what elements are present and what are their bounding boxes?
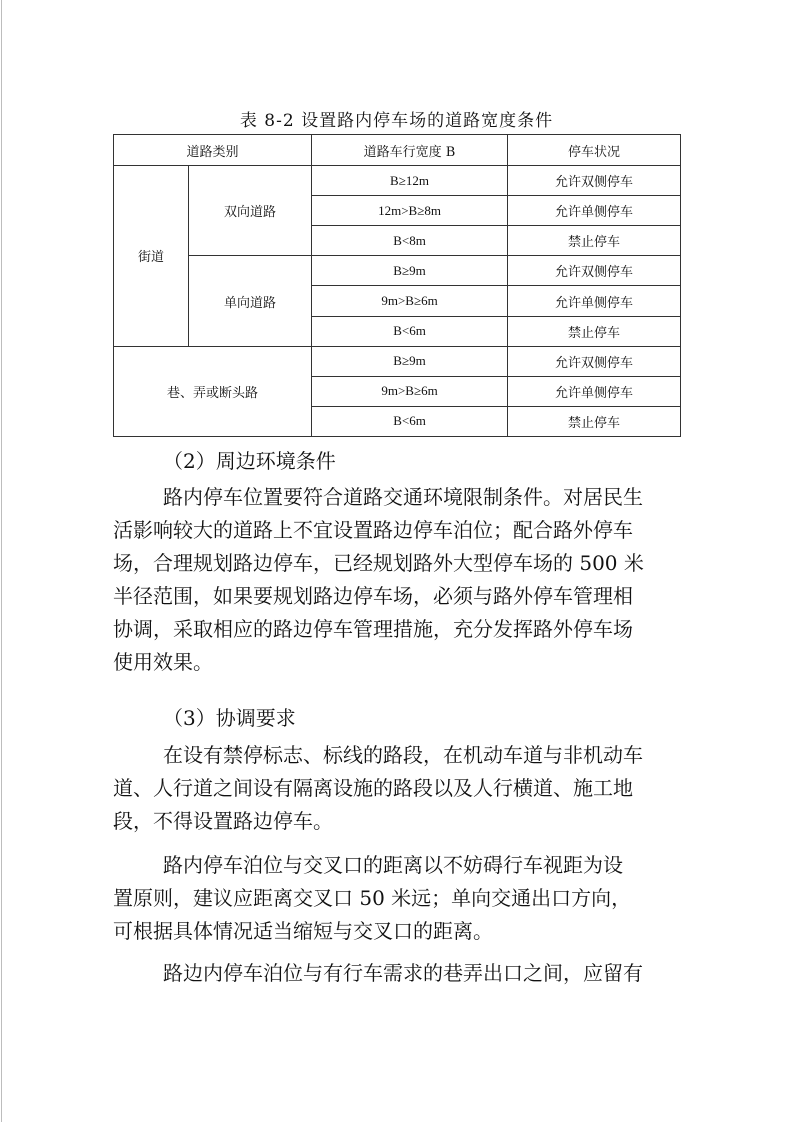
cell-status: 允许单侧停车 xyxy=(508,196,681,226)
text-line: 使用效果。 xyxy=(113,650,213,674)
cell-status: 允许单侧停车 xyxy=(508,286,681,316)
text-line: 路内停车位置要符合道路交通环境限制条件。对居民生 xyxy=(163,485,643,509)
text-line: 活影响较大的道路上不宜设置路边停车泊位；配合路外停车 xyxy=(113,518,633,542)
cell-width: B<6m xyxy=(312,316,508,346)
header-parking-status: 停车状况 xyxy=(508,135,681,166)
cell-status: 禁止停车 xyxy=(508,226,681,256)
cell-status: 允许单侧停车 xyxy=(508,376,681,406)
text-line: 道、人行道之间设有隔离设施的路段以及人行横道、施工地 xyxy=(113,776,633,800)
cell-width: B<6m xyxy=(312,406,508,436)
table-caption: 表 8-2 设置路内停车场的道路宽度条件 xyxy=(239,111,554,131)
table-row xyxy=(114,256,681,286)
cell-two-way-road: 双向道路 xyxy=(189,166,312,256)
table-row xyxy=(114,166,681,196)
text-line: 段，不得设置路边停车。 xyxy=(113,809,333,833)
road-width-table xyxy=(113,134,681,437)
text-line: 路边内停车泊位与有行车需求的巷弄出口之间，应留有 xyxy=(163,961,643,985)
text-line: 路内停车泊位与交叉口的距离以不妨碍行车视距为设 xyxy=(163,853,623,877)
cell-status: 允许双侧停车 xyxy=(508,256,681,286)
text-line: 置原则，建议应距离交叉口 50 米远；单向交通出口方向， xyxy=(113,886,632,910)
text-line: 协调，采取相应的路边停车管理措施，充分发挥路外停车场 xyxy=(113,617,633,641)
cell-width: B≥9m xyxy=(312,256,508,286)
cell-status: 禁止停车 xyxy=(508,406,681,436)
section-3-paragraph-1 xyxy=(113,739,683,838)
text-line: 场，合理规划路边停车，已经规划路外大型停车场的 500 米 xyxy=(113,551,644,575)
text-line: 可根据具体情况适当缩短与交叉口的距离。 xyxy=(113,919,493,943)
section-3-paragraph-3 xyxy=(113,957,683,990)
text-line: 在设有禁停标志、标线的路段，在机动车道与非机动车 xyxy=(163,743,643,767)
cell-width: 12m>B≥8m xyxy=(312,196,508,226)
cell-street: 街道 xyxy=(114,166,189,347)
header-road-category: 道路类别 xyxy=(114,135,312,166)
cell-status: 禁止停车 xyxy=(508,316,681,346)
text-line: 半径范围，如果要规划路边停车场，必须与路外停车管理相 xyxy=(113,584,633,608)
cell-width: B≥9m xyxy=(312,346,508,376)
cell-one-way-road: 单向道路 xyxy=(189,256,312,346)
cell-alley: 巷、弄或断头路 xyxy=(114,346,312,436)
section-2-heading: （2）周边环境条件 xyxy=(163,449,336,473)
section-2-paragraph xyxy=(113,481,683,679)
cell-status: 允许双侧停车 xyxy=(508,346,681,376)
cell-width: 9m>B≥6m xyxy=(312,376,508,406)
cell-status: 允许双侧停车 xyxy=(508,166,681,196)
section-3-paragraph-2 xyxy=(113,849,683,948)
cell-width: B≥12m xyxy=(312,166,508,196)
section-3-heading: （3）协调要求 xyxy=(163,706,296,730)
cell-width: 9m>B≥6m xyxy=(312,286,508,316)
table-header-row xyxy=(114,135,681,166)
header-road-width: 道路车行宽度 B xyxy=(312,135,508,166)
page-left-edge xyxy=(1,0,2,1122)
cell-width: B<8m xyxy=(312,226,508,256)
table-row xyxy=(114,346,681,376)
